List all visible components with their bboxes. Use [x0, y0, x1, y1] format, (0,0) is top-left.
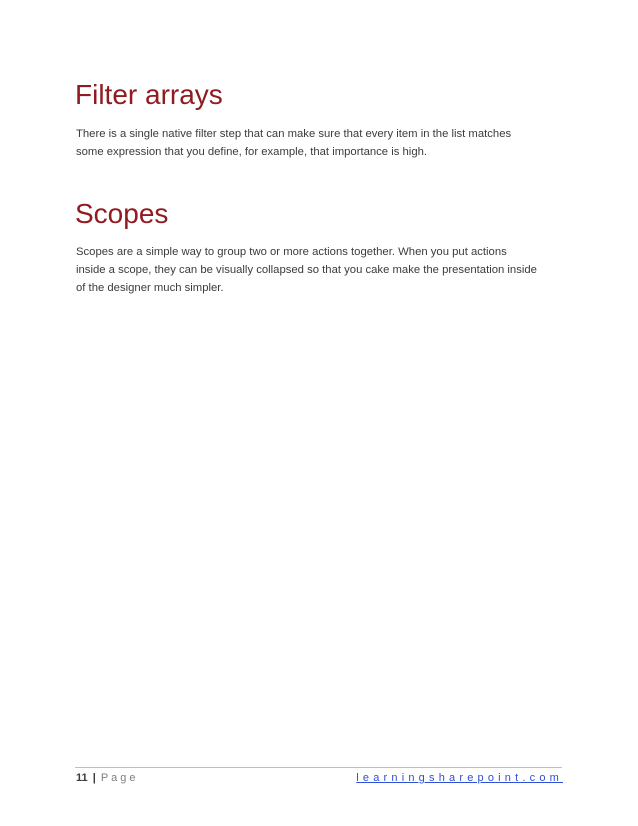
paragraph-line: Scopes are a simple way to group two or more actions together. When you put actions: [76, 246, 507, 258]
site-link[interactable]: learningsharepoint.com: [356, 772, 563, 784]
footer-page-indicator: [76, 770, 139, 786]
footer-divider: [75, 767, 562, 768]
page-footer: [76, 770, 563, 786]
page-label: Page: [100, 772, 139, 784]
paragraph-line: of the designer much simpler.: [76, 282, 224, 294]
paragraph-line: There is a single native filter step that can make sure that every item in the list matches: [76, 128, 512, 140]
paragraph-line: inside a scope, they can be visually collapsed so that you cake make the presentation inside: [76, 264, 537, 276]
page-number: 11: [76, 772, 88, 784]
section-heading-filter-arrays: Filter arrays: [75, 79, 223, 110]
paragraph-scopes: [76, 243, 576, 297]
paragraph-filter-arrays: [76, 125, 576, 161]
paragraph-line: some expression that you define, for example, that importance is high.: [76, 146, 428, 158]
section-heading-scopes: Scopes: [75, 198, 169, 229]
footer-separator: |: [92, 772, 96, 784]
